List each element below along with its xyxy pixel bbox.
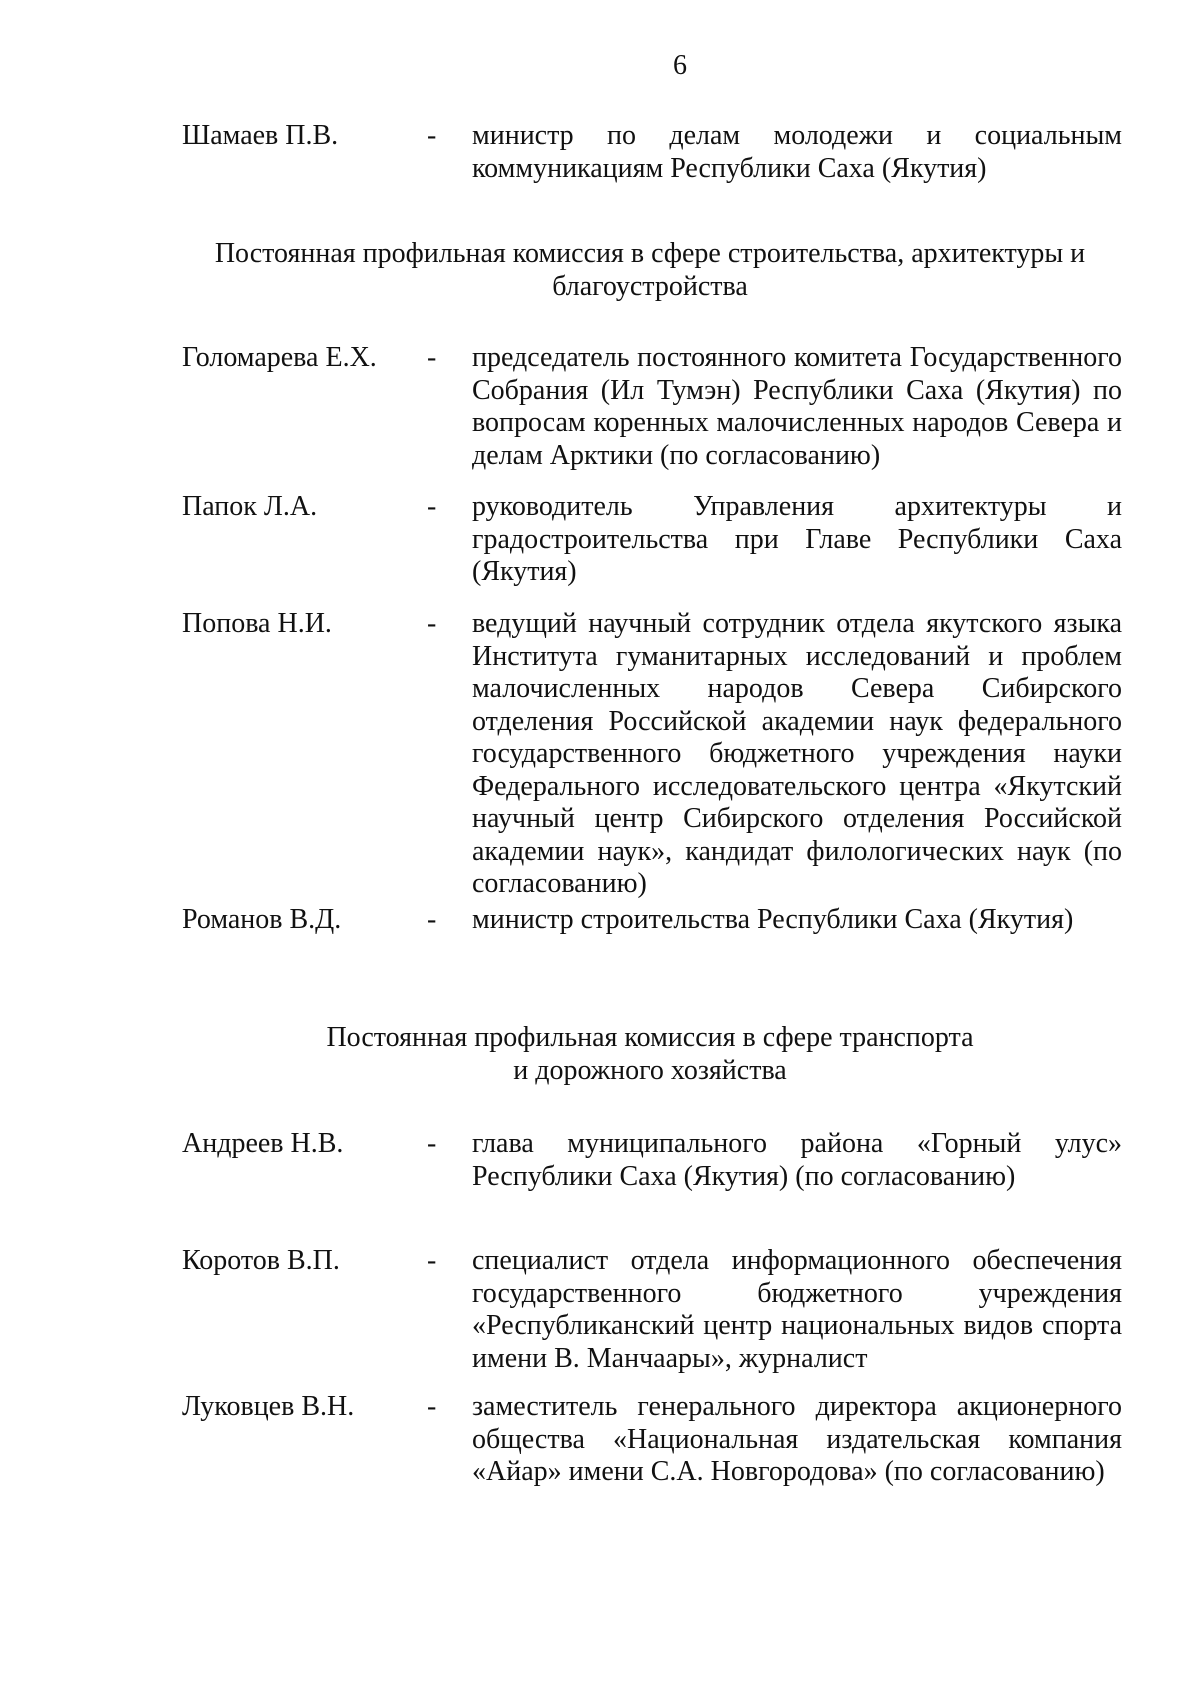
page-number: 6 <box>673 50 687 81</box>
member-position: заместитель генерального директора акционерного общества «Национальная издательская компания «Айар» имени С.А. Новгородова» (по согласованию) <box>472 1391 1122 1487</box>
commission-heading <box>150 238 1150 303</box>
member-position: ведущий научный сотрудник отдела якутского языка Института гуманитарных исследований и проблем малочисленных народов Севера Сибирского отделения Российской академии наук федерального государственного бюджетного учреждения науки Федерального исследовательского центра «Якутский научный центр Сибирского отделения Российской академии наук», кандидат филологических наук (по согласованию) <box>472 608 1122 899</box>
member-name: Андреев Н.В. <box>182 1128 344 1159</box>
commission-heading-line: благоустройства <box>552 270 748 302</box>
member-position: председатель постоянного комитета Государственного Собрания (Ил Тумэн) Республики Саха (Якутия) по вопросам коренных малочисленных народов Севера и делам Арктики (по согласованию) <box>472 342 1122 471</box>
member-name: Шамаев П.В. <box>182 120 339 151</box>
member-entry <box>182 904 1122 937</box>
member-entry <box>182 120 1122 185</box>
member-dash: - <box>427 1391 437 1422</box>
member-name: Луковцев В.Н. <box>182 1391 355 1422</box>
member-dash: - <box>427 608 437 639</box>
commission-heading-line: и дорожного хозяйства <box>513 1054 787 1086</box>
member-position: руководитель Управления архитектуры и градостроительства при Главе Республики Саха (Якутия) <box>472 491 1122 587</box>
member-name: Голомарева Е.Х. <box>182 342 377 373</box>
member-dash: - <box>427 904 437 935</box>
member-dash: - <box>427 120 437 151</box>
member-dash: - <box>427 1128 437 1159</box>
commission-heading-line: Постоянная профильная комиссия в сфере строительства, архитектуры и <box>214 238 1086 269</box>
member-position: глава муниципального района «Горный улус» Республики Саха (Якутия) (по согласованию) <box>472 1128 1122 1192</box>
member-entry <box>182 1391 1122 1489</box>
member-dash: - <box>427 1245 437 1276</box>
member-dash: - <box>427 342 437 373</box>
member-entry <box>182 342 1122 472</box>
member-entry <box>182 1245 1122 1375</box>
member-entry <box>182 608 1122 901</box>
commission-heading <box>150 1022 1150 1087</box>
member-entry <box>182 1128 1122 1193</box>
member-position: специалист отдела информационного обеспечения государственного бюджетного учреждения «Республиканский центр национальных видов спорта имени В. Манчаары», журналист <box>472 1245 1122 1374</box>
member-name: Попова Н.И. <box>182 608 332 639</box>
commission-heading-line: Постоянная профильная комиссия в сфере транспорта <box>326 1022 974 1053</box>
member-name: Коротов В.П. <box>182 1245 340 1276</box>
member-position: министр по делам молодежи и социальным коммуникациям Республики Саха (Якутия) <box>472 120 1122 184</box>
member-position: министр строительства Республики Саха (Якутия) <box>472 904 1074 935</box>
member-name: Папок Л.А. <box>182 491 318 522</box>
member-name: Романов В.Д. <box>182 904 342 935</box>
member-dash: - <box>427 491 437 522</box>
member-entry <box>182 491 1122 589</box>
